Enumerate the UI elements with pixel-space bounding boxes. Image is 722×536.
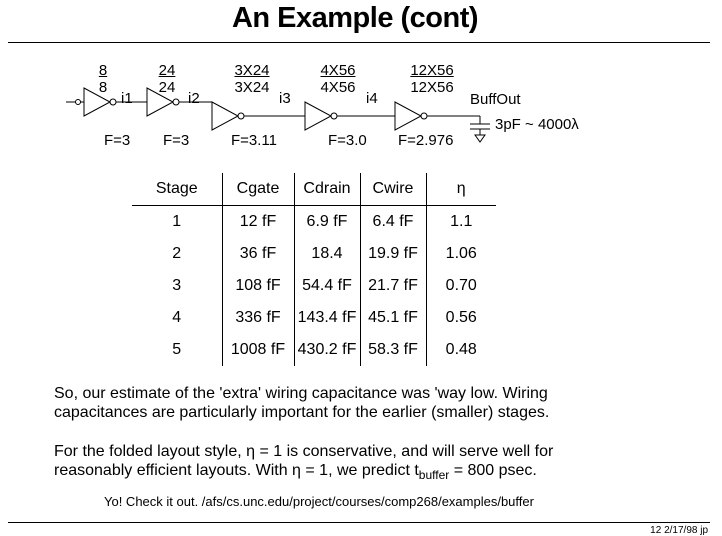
inverter-1-bubble xyxy=(110,99,116,105)
input-terminal xyxy=(76,100,81,105)
stage4-ratio-top: 4X56 xyxy=(320,62,356,79)
inverter-5 xyxy=(395,102,421,130)
inverter-4 xyxy=(305,102,331,130)
inverter-3 xyxy=(212,102,238,130)
node-i3: i3 xyxy=(279,90,291,107)
paragraph-wiring-line1: So, our estimate of the 'extra' wiring capacitance was 'way low. Wiring xyxy=(54,385,548,402)
node-i1: i1 xyxy=(121,90,133,107)
table-row xyxy=(132,270,496,302)
cell-cwire: 6.4 fF xyxy=(360,206,426,239)
table-header-row xyxy=(132,173,496,206)
header-cgate: Cgate xyxy=(222,173,294,206)
header-cwire: Cwire xyxy=(360,173,426,206)
cell-cwire: 21.7 fF xyxy=(360,270,426,302)
output-label: BuffOut xyxy=(470,91,521,108)
cell-cgate: 36 fF xyxy=(222,238,294,270)
ground-symbol xyxy=(475,135,485,142)
paragraph-folded-line1: For the folded layout style, η = 1 is conservative, and will serve well for xyxy=(54,443,554,460)
cell-stage: 5 xyxy=(172,341,182,358)
inverter-5-bubble xyxy=(421,113,427,119)
cell-cdrain: 18.4 xyxy=(294,238,360,270)
paragraph-folded-layout xyxy=(54,442,694,485)
footer-divider xyxy=(8,522,710,523)
table-row xyxy=(132,302,496,334)
cell-stage: 1 xyxy=(172,213,182,230)
header-stage: Stage xyxy=(132,173,222,206)
table-row xyxy=(132,334,496,366)
node-i2: i2 xyxy=(188,90,200,107)
t-buffer-subscript: buffer xyxy=(418,468,450,483)
load-label: 3pF ~ 4000λ xyxy=(495,116,579,133)
cell-cdrain: 430.2 fF xyxy=(294,334,360,366)
cell-stage: 4 xyxy=(172,309,182,326)
cell-cgate: 1008 fF xyxy=(222,334,294,366)
header-cdrain: Cdrain xyxy=(294,173,360,206)
cell-cdrain: 54.4 fF xyxy=(294,270,360,302)
paragraph-wiring-line2: capacitances are particularly important for the earlier (smaller) stages. xyxy=(54,404,550,421)
table-row xyxy=(132,206,496,239)
cell-eta: 0.48 xyxy=(426,334,496,366)
capacitance-table xyxy=(132,173,496,366)
page-number: 12 2/17/98 jp xyxy=(650,525,708,536)
inverter-2-bubble xyxy=(173,99,179,105)
cell-cgate: 336 fF xyxy=(222,302,294,334)
cell-cwire: 45.1 fF xyxy=(360,302,426,334)
stage5-ratio-bottom: 12X56 xyxy=(410,79,454,96)
cell-eta: 0.56 xyxy=(426,302,496,334)
cell-cgate: 108 fF xyxy=(222,270,294,302)
stage2-ratio-top: 24 xyxy=(158,62,176,79)
stage5-ratio-top: 12X56 xyxy=(410,62,454,79)
header-eta: η xyxy=(426,173,496,206)
stage2-fanout: F=3 xyxy=(163,132,190,149)
inverter-4-bubble xyxy=(331,113,337,119)
inverter-3-bubble xyxy=(238,113,244,119)
stage1-ratio-top: 8 xyxy=(98,62,108,79)
cell-cdrain: 6.9 fF xyxy=(294,206,360,239)
slide-title: An Example (cont) xyxy=(231,2,479,34)
paragraph-wiring xyxy=(54,384,694,422)
stage3-ratio-bottom: 3X24 xyxy=(234,79,270,96)
stage4-fanout: F=3.0 xyxy=(328,132,367,149)
stage4-ratio-bottom: 4X56 xyxy=(320,79,356,96)
table-row xyxy=(132,238,496,270)
cell-cwire: 19.9 fF xyxy=(360,238,426,270)
stage2-ratio-bottom: 24 xyxy=(158,79,176,96)
cell-cwire: 58.3 fF xyxy=(360,334,426,366)
stage1-ratio-bottom: 8 xyxy=(98,79,108,96)
node-i4: i4 xyxy=(366,90,378,107)
stage3-ratio-top: 3X24 xyxy=(234,62,270,79)
stage3-fanout: F=3.11 xyxy=(231,132,278,149)
paragraph-folded-line2-post: = 800 psec. xyxy=(449,462,537,479)
stage5-fanout: F=2.976 xyxy=(398,132,454,149)
cell-eta: 1.06 xyxy=(426,238,496,270)
cell-eta: 0.70 xyxy=(426,270,496,302)
paragraph-folded-line2 xyxy=(54,461,694,485)
paragraph-folded-line2-pre: reasonably efficient layouts. With η = 1, we predict t xyxy=(54,462,419,479)
cell-cdrain: 143.4 fF xyxy=(294,302,360,334)
stage1-fanout: F=3 xyxy=(104,132,131,149)
cell-eta: 1.1 xyxy=(426,206,496,239)
cell-cgate: 12 fF xyxy=(222,206,294,239)
footer-note: Yo! Check it out. /afs/cs.unc.edu/project/courses/comp268/examples/buffer xyxy=(104,494,534,509)
cell-stage: 3 xyxy=(172,277,182,294)
cell-stage: 2 xyxy=(172,245,182,262)
